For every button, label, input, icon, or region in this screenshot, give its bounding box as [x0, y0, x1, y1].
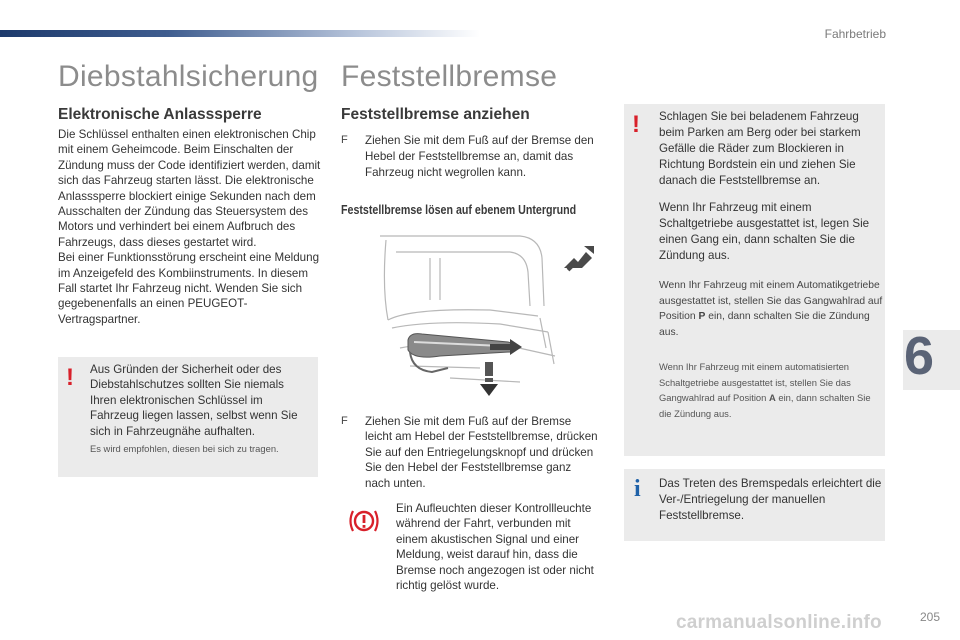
- warning-parking-p4: [659, 359, 883, 421]
- info-icon: i: [634, 476, 641, 502]
- subtitle-immobiliser: Elektronische Anlasssperre: [58, 106, 262, 123]
- warning-light-text: Ein Aufleuchten dieser Kontrollleuchte während der Fahrt, verbunden mit einem akustischen Signal und einer Meldung, weist darauf hin, dass die Bremse noch angezogen ist oder nicht richtig gelöst wurde.: [396, 502, 594, 593]
- step-release: [341, 414, 599, 491]
- gear-position-a: A: [768, 392, 776, 403]
- immobiliser-paragraph: Die Schlüssel enthalten einen elektronischen Chip mit einem Geheimcode. Beim Einschalten der Zündung muss der Code identifiziert werden, damit sich das Fahrzeug starten lässt. Die elektronische Anlasssperre blockiert einige Sekunden nach dem Ausschalten der Zündung das Steuersystem des Motors und verhindert bei einem Aufbruch des Fahrzeugs, dass dieses gestartet wird. Bei einer Funktionsstörung erscheint eine Meldung im Anzeigefeld des Kombiinstruments. In diesem Fall startet Ihr Fahrzeug nicht. Wenden Sie sich gegebenenfalls an einen PEUGEOT-Vertragspartner.: [58, 128, 321, 326]
- step-apply-text: Ziehen Sie mit dem Fuß auf der Bremse den Hebel der Feststellbremse an, damit das Fahrzeug nicht wegrollen kann.: [365, 134, 594, 179]
- step-apply: [341, 133, 599, 181]
- warning-text-key: Aus Gründen der Sicherheit oder des Diebstahlschutzes sollten Sie niemals Ihren elektronischen Schlüssel im Fahrzeug liegen lassen, selbst wenn Sie sich in Fahrzeugnähe aufhalten.: [90, 363, 298, 438]
- chapter-number: 6: [904, 326, 935, 386]
- warning-parking-p2: Wenn Ihr Fahrzeug mit einem Schaltgetriebe ausgestattet ist, legen Sie einen Gang ein, dann schalten Sie die Zündung aus.: [659, 201, 870, 262]
- exclamation-icon: !: [66, 364, 74, 391]
- hand-pull-icon: [560, 240, 600, 276]
- subtitle-apply-brake: Feststellbremse anziehen: [341, 106, 530, 123]
- section-title-antitheft: Diebstahlsicherung: [58, 60, 319, 93]
- gear-position-p: P: [698, 311, 706, 322]
- bullet-marker: F: [341, 134, 348, 146]
- parking-brake-illustration: [370, 228, 570, 398]
- p4-text-pre: Wenn Ihr Fahrzeug mit einem automatisierten Schaltgetriebe ausgestattet ist, stellen Sie das Gangwahlrad auf Position: [659, 361, 851, 403]
- info-text: Das Treten des Bremspedals erleichtert die Ver-/Entriegelung der manuellen Feststellbremse.: [659, 477, 882, 522]
- bullet-marker: F: [341, 415, 348, 427]
- p4-text-post: ein, dann schalten Sie die Zündung aus.: [659, 392, 871, 419]
- warning-parking-p1: Schlagen Sie bei beladenem Fahrzeug beim Parken am Berg oder bei starkem Gefälle die Räder zum Blockieren in Richtung Bordstein ein und ziehen Sie danach die Feststellbremse an.: [659, 110, 861, 187]
- brake-warning-light-icon: [348, 507, 380, 535]
- page-number: 205: [919, 610, 940, 624]
- section-title-parkingbrake: Feststellbremse: [341, 60, 558, 93]
- exclamation-icon: !: [632, 111, 640, 138]
- p3-text-pre: Wenn Ihr Fahrzeug mit einem Automatikgetriebe ausgestattet ist, stellen Sie das Gangwahlrad auf Position: [659, 280, 883, 322]
- warning-parking-p3: [659, 278, 883, 340]
- arrow-down-icon: [480, 362, 498, 396]
- chapter-title: Fahrbetrieb: [824, 27, 886, 41]
- warning-note-key: Es wird empfohlen, diesen bei sich zu tragen.: [90, 443, 279, 454]
- p3-text-post: ein, dann schalten Sie die Zündung aus.: [659, 311, 870, 338]
- header-accent-bar: [0, 30, 480, 37]
- step-release-text: Ziehen Sie mit dem Fuß auf der Bremse leicht am Hebel der Feststellbremse, drücken Sie auf den Entriegelungsknopf und drücken Sie den Hebel der Feststellbremse ganz nach unten.: [365, 415, 598, 490]
- watermark: carmanualsonline.info: [676, 612, 882, 633]
- subheading-release-flat: Feststellbremse lösen auf ebenem Untergrund: [341, 202, 577, 217]
